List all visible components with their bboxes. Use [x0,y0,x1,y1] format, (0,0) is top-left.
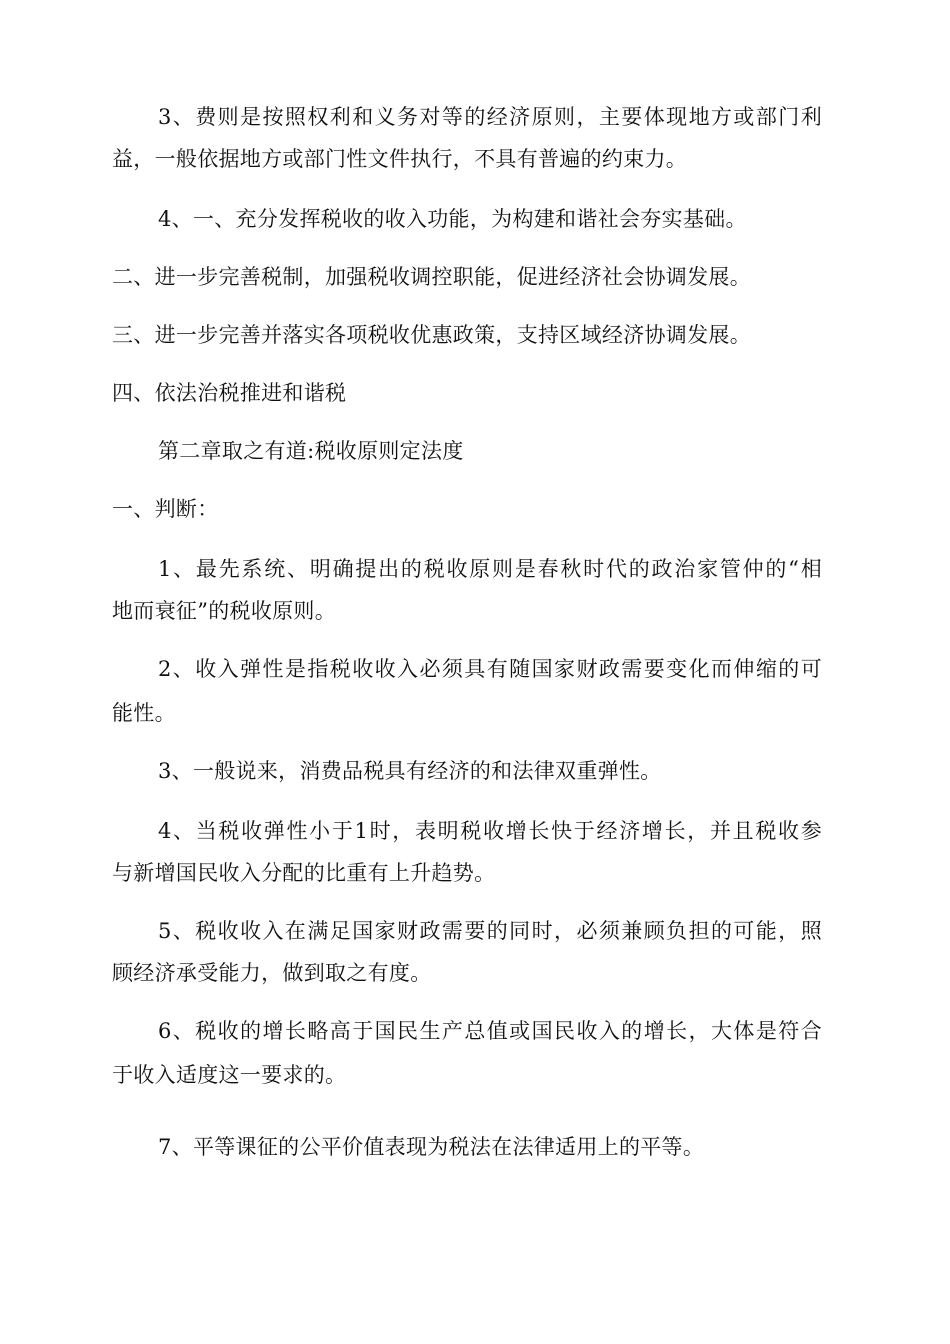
item-2-line-2: 能性。 [112,701,176,725]
chapter-heading: 第二章取之有道:税收原则定法度 [158,439,464,463]
item-1-line-1: 1、最先系统、明确提出的税收原则是春秋时代的政治家管仲的“相 [158,557,822,581]
paragraph-4: 4、一、充分发挥税收的收入功能，为构建和谐社会夯实基础。 [158,207,747,231]
item-3: 3、一般说来，消费品税具有经济的和法律双重弹性。 [158,759,662,783]
item-5-line-2: 顾经济承受能力，做到取之有度。 [112,961,432,985]
item-1-line-2: 地而衰征”的税收原则。 [112,599,337,623]
paragraph-three: 三、进一步完善并落实各项税收优惠政策，支持区域经济协调发展。 [112,323,751,347]
item-7: 7、平等课征的公平价值表现为税法在法律适用上的平等。 [158,1135,705,1159]
item-2-line-1: 2、收入弹性是指税收收入必须具有随国家财政需要变化而伸缩的可 [158,657,822,681]
paragraph-four: 四、依法治税推进和谐税 [112,381,347,405]
item-5-line-1: 5、税收收入在满足国家财政需要的同时，必须兼顾负担的可能，照 [158,919,822,943]
item-4-line-1: 4、当税收弹性小于1时，表明税收增长快于经济增长，并且税收参 [158,819,822,843]
item-6-line-2: 于收入适度这一要求的。 [112,1063,347,1087]
item-6-line-1: 6、税收的增长略高于国民生产总值或国民收入的增长，大体是符合 [158,1019,822,1043]
paragraph-3-line-1: 3、费则是按照权利和义务对等的经济原则，主要体现地方或部门利 [158,105,822,129]
item-4-line-2: 与新增国民收入分配的比重有上升趋势。 [112,861,496,885]
section-heading-judgment: 一、判断： [112,497,219,521]
paragraph-3-line-2: 益，一般依据地方或部门性文件执行，不具有普遍的约束力。 [112,147,688,171]
paragraph-two: 二、进一步完善税制，加强税收调控职能，促进经济社会协调发展。 [112,265,751,289]
